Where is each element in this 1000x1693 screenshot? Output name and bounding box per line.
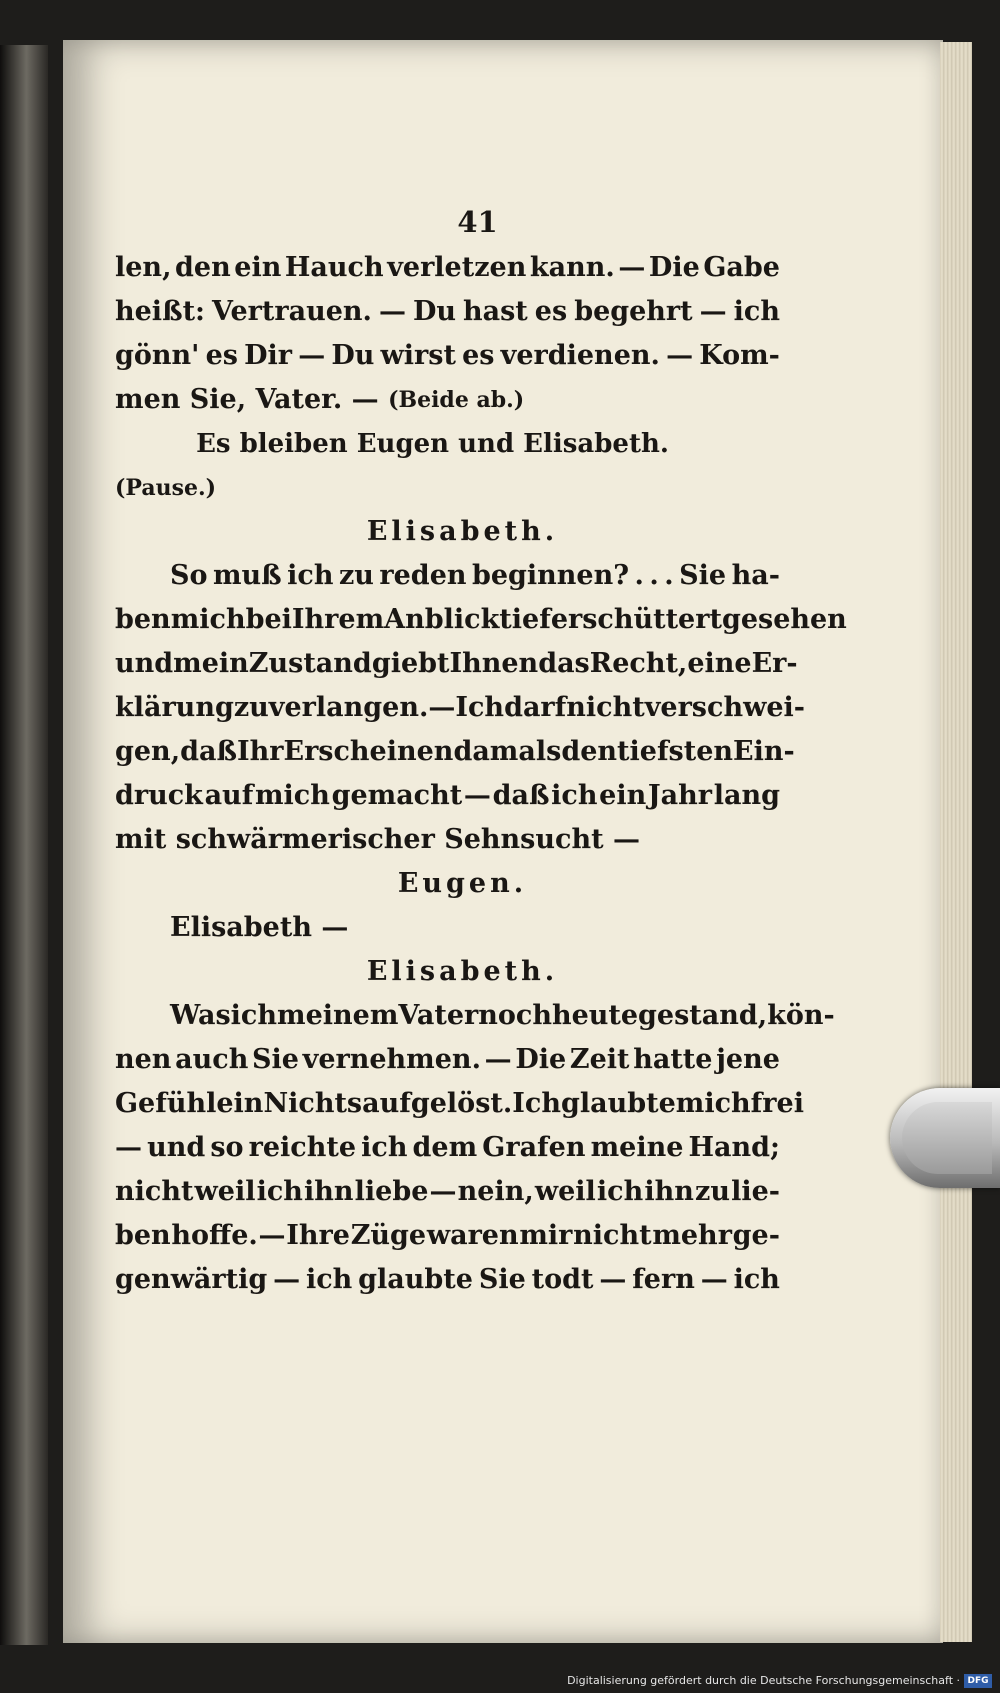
page-number: 41 [457, 205, 498, 239]
word: So [170, 560, 208, 591]
word: mein [173, 648, 249, 679]
pause-direction: (Pause.) [115, 475, 217, 501]
word: ihn [644, 1176, 694, 1207]
page-text [115, 200, 847, 1302]
word: muß [212, 560, 282, 591]
speech-line [115, 1214, 780, 1258]
word: ich [361, 1132, 408, 1163]
word: — [666, 340, 694, 371]
word: jene [716, 1044, 780, 1075]
word: zu [233, 692, 269, 723]
word: vernehmen. [302, 1044, 481, 1075]
word: Züge [350, 1220, 427, 1251]
word: nicht [573, 1220, 652, 1251]
text-line-end: men Sie, Vater. — [115, 384, 379, 415]
word: Hauch [284, 252, 384, 283]
word: druck [115, 780, 203, 811]
speech-line [115, 1170, 780, 1214]
word: daß [180, 736, 237, 767]
speech-line: Elisabeth — [170, 912, 349, 943]
word: es [462, 340, 495, 371]
word: Du [331, 340, 375, 371]
text-line [115, 378, 780, 422]
word: auch [175, 1044, 249, 1075]
word: reichte [248, 1132, 357, 1163]
word: beginnen? [471, 560, 630, 591]
word: mir [519, 1220, 573, 1251]
word: Du [412, 296, 456, 327]
speech-line [115, 730, 795, 774]
page-stack-edge [940, 42, 972, 1642]
word: — [618, 252, 646, 283]
word: das [538, 648, 590, 679]
word: erschüttert [550, 604, 722, 635]
word: verdienen. [500, 340, 660, 371]
word: Ein- [733, 736, 795, 767]
word: wirst [380, 340, 456, 371]
footer-credit: Digitalisierung gefördert durch die Deutsche Forschungsgemeinschaft · [567, 1674, 960, 1687]
word: Gabe [703, 252, 780, 283]
word: den [561, 736, 618, 767]
speaker-name: Elisabeth. [366, 956, 559, 987]
word: Anblick [384, 604, 500, 635]
word: Kom- [699, 340, 780, 371]
word: gestand, [638, 1000, 768, 1031]
word: ihn [304, 1176, 354, 1207]
page-clip [890, 1088, 1000, 1188]
word: lang [713, 780, 780, 811]
word: eine [687, 648, 752, 679]
word: heute [551, 1000, 639, 1031]
stage-direction: Es bleiben Eugen und Elisabeth. [196, 429, 669, 459]
footer-bar [0, 1671, 1000, 1693]
word: heißt: [115, 296, 206, 327]
text-line [115, 246, 780, 290]
word: kön- [767, 1000, 835, 1031]
word: ich [596, 1176, 644, 1207]
word: verletzen [387, 252, 527, 283]
word: Sie [478, 1264, 526, 1295]
word: Er- [751, 648, 798, 679]
word: Gefühle [115, 1088, 234, 1119]
speech-line [115, 1258, 780, 1302]
word: Ich [455, 692, 505, 723]
word: Jahr [647, 780, 713, 811]
word: — [378, 296, 406, 327]
word: glaubte [560, 1088, 676, 1119]
word: — [273, 1264, 301, 1295]
word: . [649, 560, 659, 591]
word: gesehen [721, 604, 847, 635]
word: Sie [252, 1044, 299, 1075]
word: aufgelöst. [362, 1088, 513, 1119]
word: Grafen [482, 1132, 586, 1163]
word: gemacht [331, 780, 463, 811]
word: damals [453, 736, 562, 767]
word: meine [590, 1132, 684, 1163]
speech-line [115, 994, 835, 1038]
speech-line [115, 1126, 780, 1170]
dfg-logo-icon: DFG [964, 1674, 992, 1688]
word: — [258, 1220, 286, 1251]
word: ben [115, 604, 171, 635]
word: Die [648, 252, 700, 283]
stage-aside: (Beide ab.) [388, 387, 525, 413]
word: ich [230, 1000, 277, 1031]
word: — [599, 1264, 627, 1295]
word: ich [305, 1264, 353, 1295]
word: — [699, 296, 727, 327]
word: zu [338, 560, 374, 591]
word: nein, [457, 1176, 534, 1207]
word: auf [204, 780, 254, 811]
word: klärung [115, 692, 234, 723]
word: genwärtig [115, 1264, 268, 1295]
word: Die [515, 1044, 567, 1075]
word: — [700, 1264, 728, 1295]
word: nen [115, 1044, 172, 1075]
word: ein [599, 780, 647, 811]
speech-line: mit schwärmerischer Sehnsucht — [115, 824, 640, 855]
word: tief [499, 604, 551, 635]
word: . [634, 560, 644, 591]
word: daß [492, 780, 550, 811]
word: frei [750, 1088, 804, 1119]
word: len, [115, 252, 172, 283]
word: hatte [633, 1044, 713, 1075]
word: noch [478, 1000, 552, 1031]
word: ich [256, 1176, 303, 1207]
word: reden [379, 560, 467, 591]
word: — [463, 780, 491, 811]
word: gönn' [115, 340, 200, 371]
speech-line [115, 554, 780, 598]
speech-line [115, 642, 798, 686]
word: zu [694, 1176, 730, 1207]
word: Ihr [236, 736, 284, 767]
word: weil [194, 1176, 256, 1207]
page-clip-inner [902, 1102, 992, 1174]
word: in [233, 1088, 264, 1119]
word: todt [531, 1264, 594, 1295]
word: . [664, 560, 674, 591]
word: waren [426, 1220, 519, 1251]
word: Ihrem [291, 604, 385, 635]
word: verschwei- [644, 692, 805, 723]
word: Ich [512, 1088, 561, 1119]
word: hast [462, 296, 528, 327]
text-line [115, 334, 780, 378]
word: so [210, 1132, 244, 1163]
word: bei [245, 604, 292, 635]
word: — [484, 1044, 512, 1075]
word: mehr [652, 1220, 732, 1251]
word: glaubte [358, 1264, 473, 1295]
speech-line [115, 686, 805, 730]
word: ich [733, 1264, 780, 1295]
word: dem [412, 1132, 478, 1163]
speaker-name: Elisabeth. [366, 516, 559, 547]
text-line [115, 290, 780, 334]
word: gen, [115, 736, 181, 767]
word: nicht [566, 692, 645, 723]
word: und [115, 648, 174, 679]
word: Sie [679, 560, 727, 591]
word: mich [170, 604, 246, 635]
word: — [115, 1132, 142, 1163]
word: Dir [244, 340, 293, 371]
word: mich [675, 1088, 751, 1119]
word: Hand; [688, 1132, 780, 1163]
speech-line [115, 1038, 780, 1082]
word: den [175, 252, 231, 283]
word: fern [632, 1264, 695, 1295]
word: es [205, 340, 238, 371]
word: ha- [731, 560, 780, 591]
word: darf [504, 692, 567, 723]
word: meinem [277, 1000, 399, 1031]
word: hoffe. [171, 1220, 258, 1251]
word: Zustand [248, 648, 372, 679]
word: Nichts [263, 1088, 363, 1119]
word: ge- [732, 1220, 780, 1251]
word: ich [287, 560, 334, 591]
word: liebe [354, 1176, 429, 1207]
word: Recht, [589, 648, 688, 679]
word: und [147, 1132, 206, 1163]
word: ich [733, 296, 780, 327]
speech-line [115, 598, 847, 642]
word: Ihre [286, 1220, 350, 1251]
word: Erscheinen [283, 736, 454, 767]
word: begehrt [574, 296, 693, 327]
speech-line [115, 1082, 804, 1126]
word: Ihnen [449, 648, 539, 679]
word: Zeit [569, 1044, 630, 1075]
word: tiefsten [617, 736, 734, 767]
word: Vertrauen. [212, 296, 372, 327]
word: — [298, 340, 326, 371]
word: giebt [371, 648, 450, 679]
word: es [534, 296, 568, 327]
word: mich [254, 780, 330, 811]
word: ben [115, 1220, 171, 1251]
word: Vater [398, 1000, 479, 1031]
word: — [429, 1176, 457, 1207]
word: kann. [529, 252, 615, 283]
word: verlangen. [268, 692, 429, 723]
facing-page-edge [0, 45, 48, 1645]
speaker-name: Eugen. [397, 868, 528, 899]
word: nicht [115, 1176, 194, 1207]
speech-line [115, 774, 780, 818]
word: weil [534, 1176, 596, 1207]
word: Was [170, 1000, 231, 1031]
word: lie- [731, 1176, 780, 1207]
word: ein [234, 252, 282, 283]
word: ich [551, 780, 598, 811]
word: — [428, 692, 456, 723]
